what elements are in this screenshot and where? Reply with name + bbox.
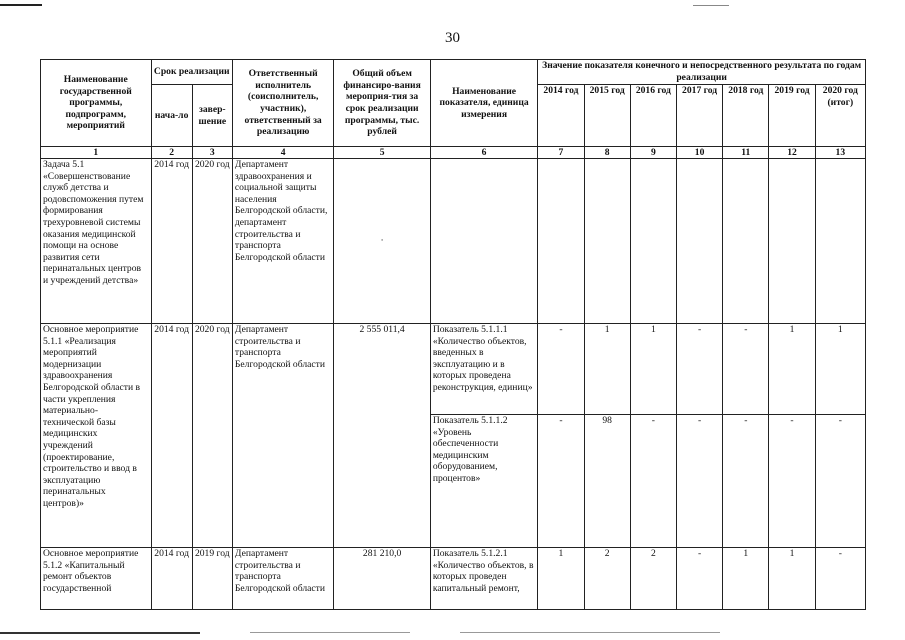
row-name: Задача 5.1 «Совершенствование служб детства и родовспоможения путем формирования трехуровневой системы оказания медицинской помощи на основе развития сети перинатальных центров и учреждений детства»: [41, 159, 152, 324]
indicator-value: [723, 159, 769, 324]
header-year: 2017 год: [676, 85, 722, 147]
bottom-rule: [250, 632, 410, 633]
indicator-name: Показатель 5.1.1.1 «Количество объектов, введенных в эксплуатацию и в которых проведена реконструкция, единиц»: [430, 324, 538, 415]
indicator-value: -: [769, 415, 815, 548]
row-responsible: Департамент здравоохранения и социальной защиты населения Белгородской области, департамент строительства и транспорта Белгородской области: [232, 159, 333, 324]
header-values: Значение показателя конечного и непосредственного результата по годам реализации: [538, 60, 866, 85]
column-number: 8: [584, 147, 630, 159]
indicator-value: [676, 159, 722, 324]
row-name: Основное мероприятие 5.1.2 «Капитальный ремонт объектов государственной: [41, 548, 152, 610]
indicator-value: [538, 159, 584, 324]
row-responsible: Департамент строительства и транспорта Белгородской области: [232, 324, 333, 548]
row-name: Основное мероприятие 5.1.1 «Реализация мероприятий модернизации здравоохранения Белгородской области в части укрепления материально-технической базы медицинских учреждений (проектирование, строительство и ввод в эксплуатацию перинатальных центров)»: [41, 324, 152, 548]
indicator-value: 2: [630, 548, 676, 610]
column-number: 9: [630, 147, 676, 159]
column-number: 1: [41, 147, 152, 159]
header-year: 2019 год: [769, 85, 815, 147]
indicator-value: -: [815, 415, 865, 548]
indicator-value: -: [815, 548, 865, 610]
row-end: 2020 год: [192, 159, 232, 324]
indicator-value: 1: [769, 324, 815, 415]
column-number: 12: [769, 147, 815, 159]
indicator-name: [430, 159, 538, 324]
indicator-value: -: [676, 324, 722, 415]
column-number: 2: [151, 147, 192, 159]
column-number: 5: [334, 147, 430, 159]
indicator-value: -: [538, 324, 584, 415]
header-year: 2018 год: [723, 85, 769, 147]
indicator-value: 1: [538, 548, 584, 610]
indicator-value: -: [723, 415, 769, 548]
table-row: [41, 548, 866, 610]
row-start: 2014 год: [151, 324, 192, 548]
header-end: завер-шение: [192, 85, 232, 147]
row-responsible: Департамент строительства и транспорта Белгородской области: [232, 548, 333, 610]
indicator-value: 98: [584, 415, 630, 548]
column-number: 10: [676, 147, 722, 159]
row-funding: 281 210,0: [334, 548, 430, 610]
row-end: 2020 год: [192, 324, 232, 548]
indicator-value: -: [538, 415, 584, 548]
header-funding: Общий объем финансиро-вания мероприя-тия за срок реализации программы, тыс. рублей: [334, 60, 430, 147]
row-start: 2014 год: [151, 548, 192, 610]
header-indicator: Наименование показателя, единица измерения: [430, 60, 538, 147]
indicator-value: -: [723, 324, 769, 415]
indicator-value: [815, 159, 865, 324]
header-responsible: Ответственный исполнитель (соисполнитель, участник), ответственный за реализацию: [232, 60, 333, 147]
row-end: 2019 год: [192, 548, 232, 610]
top-right-mark: [693, 5, 729, 6]
row-funding-mark: ·: [334, 159, 430, 324]
column-number: 3: [192, 147, 232, 159]
row-start: 2014 год: [151, 159, 192, 324]
indicator-value: [584, 159, 630, 324]
indicator-value: -: [676, 548, 722, 610]
header-year: 2015 год: [584, 85, 630, 147]
program-table: [40, 59, 866, 610]
column-number: 11: [723, 147, 769, 159]
bottom-rule: [460, 632, 720, 633]
indicator-value: 1: [584, 324, 630, 415]
column-number: 6: [430, 147, 538, 159]
header-year: 2016 год: [630, 85, 676, 147]
indicator-value: 1: [723, 548, 769, 610]
indicator-value: -: [676, 415, 722, 548]
header-name: Наименование государственной программы, подпрограмм, мероприятий: [41, 60, 152, 147]
page-number: 30: [445, 30, 460, 46]
column-number: 4: [232, 147, 333, 159]
header-start: нача-ло: [151, 85, 192, 147]
indicator-value: 1: [769, 548, 815, 610]
indicator-value: [769, 159, 815, 324]
indicator-value: 1: [815, 324, 865, 415]
indicator-value: -: [630, 415, 676, 548]
header-year: 2020 год (итог): [815, 85, 865, 147]
header-term: Срок реализации: [151, 60, 232, 85]
table-row: [41, 159, 866, 324]
header-year: 2014 год: [538, 85, 584, 147]
indicator-name: Показатель 5.1.1.2 «Уровень обеспеченности медицинским оборудованием, процентов»: [430, 415, 538, 548]
top-left-rule: [0, 4, 42, 6]
column-number-row: [41, 147, 866, 159]
row-funding: 2 555 011,4: [334, 324, 430, 548]
column-number: 13: [815, 147, 865, 159]
table-row: [41, 324, 866, 415]
indicator-value: [630, 159, 676, 324]
indicator-value: 2: [584, 548, 630, 610]
bottom-rule: [0, 632, 200, 634]
column-number: 7: [538, 147, 584, 159]
indicator-value: 1: [630, 324, 676, 415]
indicator-name: Показатель 5.1.2.1 «Количество объектов, в которых проведен капитальный ремонт,: [430, 548, 538, 610]
